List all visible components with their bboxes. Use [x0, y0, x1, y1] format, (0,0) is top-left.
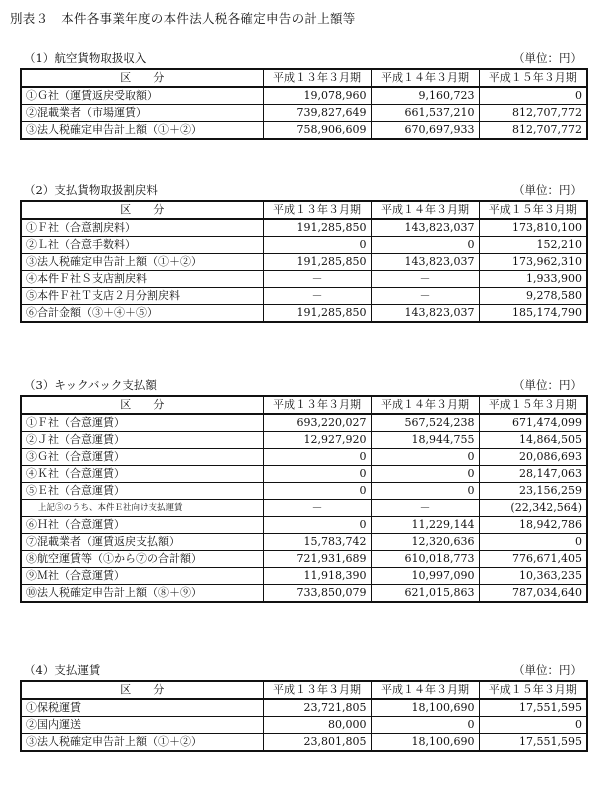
cell-fy15: 14,864,505: [479, 432, 587, 449]
table-row: [21, 87, 587, 105]
cell-fy14: 567,524,238: [371, 414, 479, 432]
cell-fy15: 173,962,310: [479, 254, 587, 271]
section-title: （4）支払運賃: [24, 663, 101, 677]
header-fy13: 平成１３年３月期: [263, 396, 371, 414]
table-row: [21, 432, 587, 449]
header-category: 区 分: [21, 396, 263, 414]
row-label: ④Ｋ社（合意運賃）: [21, 466, 263, 483]
cell-fy14: 18,100,690: [371, 734, 479, 752]
cell-fy14: 670,697,933: [371, 122, 479, 140]
table-row: [21, 288, 587, 305]
section-kickback-paid: [20, 375, 586, 603]
header-fy13: 平成１３年３月期: [263, 681, 371, 699]
table-row: [21, 219, 587, 237]
table-row: [21, 237, 587, 254]
section-cargo-rebate-paid: [20, 180, 586, 323]
header-fy13: 平成１３年３月期: [263, 201, 371, 219]
row-label: ⑥Ｈ社（合意運賃）: [21, 517, 263, 534]
cell-fy14: 0: [371, 717, 479, 734]
cell-fy14: －: [371, 288, 479, 305]
unit-label: （単位：円）: [513, 183, 582, 197]
cell-fy15: 9,278,580: [479, 288, 587, 305]
cell-fy15: 671,474,099: [479, 414, 587, 432]
cell-fy15: (22,342,564): [479, 500, 587, 517]
cell-fy14: 0: [371, 483, 479, 500]
cell-fy15: 28,147,063: [479, 466, 587, 483]
table-row: [21, 271, 587, 288]
cell-fy15: 18,942,786: [479, 517, 587, 534]
header-fy14: 平成１４年３月期: [371, 396, 479, 414]
cell-fy14: 10,997,090: [371, 568, 479, 585]
section-title: （3）キックバック支払額: [24, 378, 157, 392]
cell-fy15: 10,363,235: [479, 568, 587, 585]
header-row: [21, 396, 587, 414]
table-row: [21, 483, 587, 500]
row-label: 上記⑤のうち、本件Ｅ社向け支払運賃: [21, 500, 263, 517]
cell-fy13: 0: [263, 449, 371, 466]
cell-fy14: 143,823,037: [371, 305, 479, 323]
cell-fy15: 152,210: [479, 237, 587, 254]
cell-fy13: 739,827,649: [263, 105, 371, 122]
header-fy14: 平成１４年３月期: [371, 201, 479, 219]
cell-fy13: 0: [263, 237, 371, 254]
table-row: [21, 734, 587, 752]
row-label: ⑥合計金額（③＋④＋⑤）: [21, 305, 263, 323]
kickback-table: [20, 395, 588, 603]
table-row: [21, 699, 587, 717]
row-label: ⑧航空運賃等（①から⑦の合計額）: [21, 551, 263, 568]
cell-fy14: 12,320,636: [371, 534, 479, 551]
row-label: ③法人税確定申告計上額（①＋②）: [21, 734, 263, 752]
cell-fy13: 191,285,850: [263, 219, 371, 237]
cell-fy13: 191,285,850: [263, 305, 371, 323]
header-fy14: 平成１４年３月期: [371, 69, 479, 87]
section-header: [20, 180, 586, 200]
cell-fy15: 17,551,595: [479, 699, 587, 717]
row-label: ①Ｇ社（運賃返戻受取額）: [21, 87, 263, 105]
table-row: [21, 105, 587, 122]
cell-fy13: 191,285,850: [263, 254, 371, 271]
section-header: [20, 375, 586, 395]
unit-label: （単位：円）: [513, 51, 582, 65]
cell-fy13: 0: [263, 517, 371, 534]
row-label: ④本件Ｆ社Ｓ支店割戻料: [21, 271, 263, 288]
cell-fy13: 758,906,609: [263, 122, 371, 140]
table-row: [21, 305, 587, 323]
row-label: ②Ｌ社（合意手数料）: [21, 237, 263, 254]
header-fy15: 平成１５年３月期: [479, 69, 587, 87]
cell-fy14: 610,018,773: [371, 551, 479, 568]
unit-label: （単位：円）: [513, 378, 582, 392]
cell-fy13: 23,801,805: [263, 734, 371, 752]
header-row: [21, 69, 587, 87]
row-label: ①保税運賃: [21, 699, 263, 717]
cell-fy14: 143,823,037: [371, 219, 479, 237]
header-fy15: 平成１５年３月期: [479, 681, 587, 699]
header-fy15: 平成１５年３月期: [479, 201, 587, 219]
cell-fy14: 0: [371, 466, 479, 483]
header-category: 区 分: [21, 681, 263, 699]
cell-fy15: 20,086,693: [479, 449, 587, 466]
air-cargo-income-table: [20, 68, 588, 140]
row-label: ⑤本件Ｆ社Ｔ支店２月分割戻料: [21, 288, 263, 305]
cell-fy15: 0: [479, 87, 587, 105]
cell-fy15: 1,933,900: [479, 271, 587, 288]
cell-fy13: 693,220,027: [263, 414, 371, 432]
header-category: 区 分: [21, 69, 263, 87]
table-row: [21, 122, 587, 140]
cell-fy14: 11,229,144: [371, 517, 479, 534]
section-title: （1）航空貨物取扱収入: [24, 51, 147, 65]
table-row: [21, 717, 587, 734]
cell-fy15: 812,707,772: [479, 105, 587, 122]
section-freight-paid: [20, 660, 586, 752]
header-row: [21, 201, 587, 219]
cell-fy13: 15,783,742: [263, 534, 371, 551]
cell-fy14: 621,015,863: [371, 585, 479, 603]
table-row: [21, 585, 587, 603]
cargo-rebate-table: [20, 200, 588, 323]
row-label: ③法人税確定申告計上額（①＋②）: [21, 122, 263, 140]
header-fy13: 平成１３年３月期: [263, 69, 371, 87]
section-header: [20, 660, 586, 680]
row-label: ②混載業者（市場運賃）: [21, 105, 263, 122]
cell-fy14: 661,537,210: [371, 105, 479, 122]
row-label: ⑩法人税確定申告計上額（⑧＋⑨）: [21, 585, 263, 603]
row-label: ①Ｆ社（合意運賃）: [21, 414, 263, 432]
cell-fy15: 173,810,100: [479, 219, 587, 237]
cell-fy13: 80,000: [263, 717, 371, 734]
cell-fy13: 23,721,805: [263, 699, 371, 717]
freight-paid-table: [20, 680, 588, 752]
cell-fy13: 19,078,960: [263, 87, 371, 105]
header-fy14: 平成１４年３月期: [371, 681, 479, 699]
row-label: ⑨Ｍ社（合意運賃）: [21, 568, 263, 585]
cell-fy14: 0: [371, 237, 479, 254]
cell-fy15: 17,551,595: [479, 734, 587, 752]
cell-fy13: 733,850,079: [263, 585, 371, 603]
row-label: ②Ｊ社（合意運賃）: [21, 432, 263, 449]
cell-fy13: 11,918,390: [263, 568, 371, 585]
cell-fy15: 812,707,772: [479, 122, 587, 140]
row-label: ③Ｇ社（合意運賃）: [21, 449, 263, 466]
cell-fy13: 12,927,920: [263, 432, 371, 449]
row-label: ③法人税確定申告計上額（①＋②）: [21, 254, 263, 271]
row-label: ②国内運送: [21, 717, 263, 734]
cell-fy15: 0: [479, 717, 587, 734]
header-row: [21, 681, 587, 699]
section-air-cargo-income: [20, 48, 586, 140]
cell-fy14: 9,160,723: [371, 87, 479, 105]
cell-fy15: 787,034,640: [479, 585, 587, 603]
cell-fy13: －: [263, 288, 371, 305]
cell-fy14: 18,944,755: [371, 432, 479, 449]
cell-fy14: 0: [371, 449, 479, 466]
cell-fy13: 721,931,689: [263, 551, 371, 568]
cell-fy15: 185,174,790: [479, 305, 587, 323]
cell-fy15: 776,671,405: [479, 551, 587, 568]
table-row: [21, 414, 587, 432]
cell-fy13: 0: [263, 466, 371, 483]
cell-fy13: －: [263, 500, 371, 517]
row-label: ⑤Ｅ社（合意運賃）: [21, 483, 263, 500]
section-title: （2）支払貨物取扱割戻料: [24, 183, 158, 197]
row-label: ⑦混載業者（運賃返戻支払額）: [21, 534, 263, 551]
header-category: 区 分: [21, 201, 263, 219]
cell-fy15: 0: [479, 534, 587, 551]
cell-fy14: －: [371, 271, 479, 288]
cell-fy14: 143,823,037: [371, 254, 479, 271]
cell-fy15: 23,156,259: [479, 483, 587, 500]
table-row: [21, 517, 587, 534]
row-label: ①Ｆ社（合意割戻料）: [21, 219, 263, 237]
header-fy15: 平成１５年３月期: [479, 396, 587, 414]
table-row: [21, 568, 587, 585]
cell-fy13: －: [263, 271, 371, 288]
unit-label: （単位：円）: [513, 663, 582, 677]
table-row: [21, 449, 587, 466]
table-row: [21, 551, 587, 568]
page-title: 別表３ 本件各事業年度の本件法人税各確定申告の計上額等: [10, 11, 356, 26]
table-row: [21, 254, 587, 271]
table-row: [21, 534, 587, 551]
cell-fy14: 18,100,690: [371, 699, 479, 717]
cell-fy14: －: [371, 500, 479, 517]
section-header: [20, 48, 586, 68]
table-row: [21, 466, 587, 483]
cell-fy13: 0: [263, 483, 371, 500]
table-row-subnote: [21, 500, 587, 517]
